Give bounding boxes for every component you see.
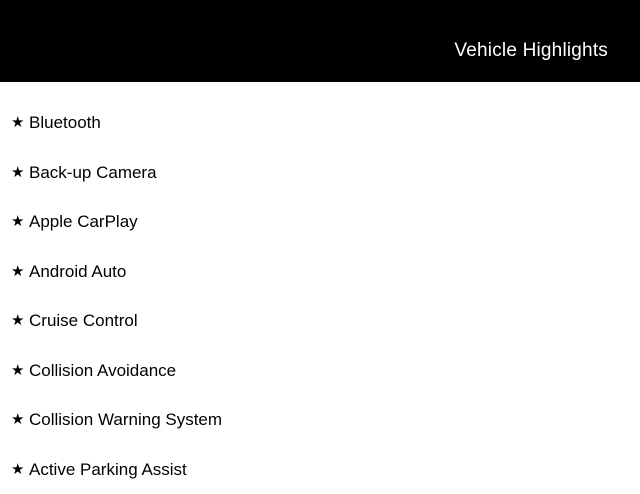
list-item-label: Bluetooth [29,114,101,131]
list-item [0,197,640,247]
star-icon: ★ [11,313,29,328]
list-item-label: Active Parking Assist [29,461,187,478]
list-item-label: Back-up Camera [29,164,157,181]
star-icon: ★ [11,462,29,477]
page-title: Vehicle Highlights [454,23,608,60]
star-icon: ★ [11,363,29,378]
list-item [0,98,640,148]
header-bar [0,0,640,82]
list-item [0,148,640,198]
list-item [0,445,640,494]
vehicle-highlights-list [0,82,640,494]
list-item-label: Android Auto [29,263,126,280]
star-icon: ★ [11,214,29,229]
list-item [0,247,640,297]
star-icon: ★ [11,115,29,130]
list-item-label: Collision Warning System [29,411,222,428]
list-item [0,395,640,445]
star-icon: ★ [11,264,29,279]
star-icon: ★ [11,165,29,180]
list-item [0,296,640,346]
star-icon: ★ [11,412,29,427]
list-item-label: Cruise Control [29,312,138,329]
list-item-label: Apple CarPlay [29,213,138,230]
list-item-label: Collision Avoidance [29,362,176,379]
list-item [0,346,640,396]
